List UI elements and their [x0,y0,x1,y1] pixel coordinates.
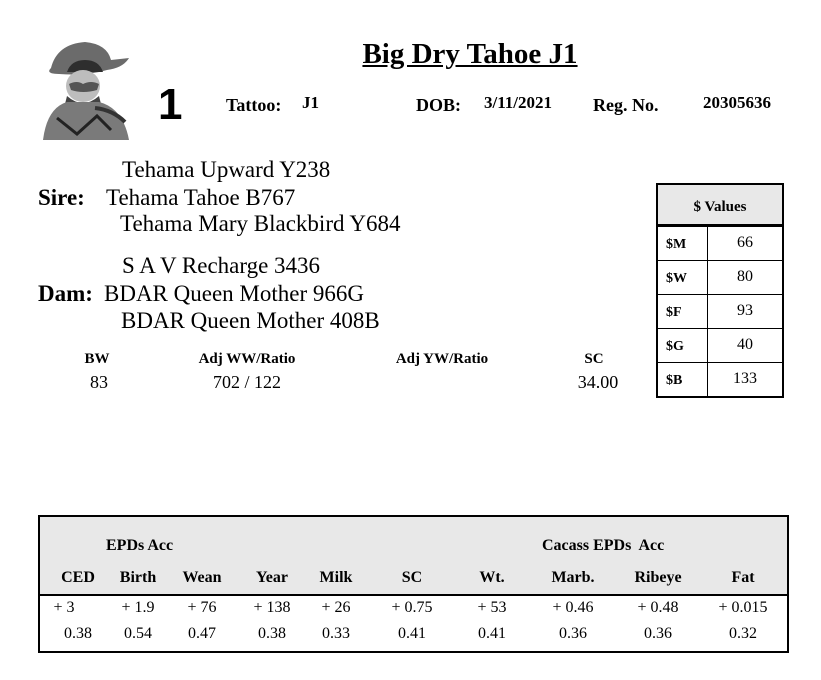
epd-col-header: Ribeye [634,569,682,586]
dollar-value: 40 [737,336,753,353]
epd-col-header: Year [256,569,288,586]
cowboy-logo-icon [37,38,133,140]
epd-col-header: Marb. [551,569,595,586]
epd-value: + 0.75 [391,599,433,616]
dam-label: Dam: [38,281,93,306]
adj-ww-value: 702 / 122 [212,372,281,392]
dob-label: DOB: [416,95,461,115]
epd-col-header: Milk [319,569,353,586]
dam-sire: S A V Recharge 3436 [122,253,321,278]
dollar-key: $G [658,329,708,362]
epd-col-header: Birth [119,569,157,586]
epd-accuracy: 0.47 [188,625,216,642]
epd-value: + 3 [53,599,75,616]
epd-value: + 26 [321,599,351,616]
tattoo-label: Tattoo: [226,95,282,115]
dob-value: 3/11/2021 [484,93,553,112]
reg-no-label: Reg. No. [593,95,659,115]
epd-accuracy: 0.38 [64,625,92,642]
epd-table [38,515,789,653]
dollar-key: $M [658,227,708,260]
lot-number: 1 [158,80,183,129]
dollar-key: $F [658,295,708,328]
epd-col-header: Fat [731,569,755,586]
dollar-value: 93 [737,302,753,319]
epd-accuracy: 0.41 [398,625,426,642]
epd-col-header: SC [401,569,423,586]
epd-accuracy: 0.54 [124,625,152,642]
tattoo-value: J1 [302,93,319,112]
epd-group-label: EPDs Acc [106,537,174,554]
epd-value: + 76 [187,599,217,616]
epd-accuracy: 0.33 [322,625,350,642]
epd-accuracy: 0.36 [559,625,587,642]
epd-accuracy: 0.32 [729,625,757,642]
sire-sire: Tehama Upward Y238 [122,157,331,182]
epd-value: + 1.9 [121,599,155,616]
dollar-row-m [658,226,782,260]
carcass-epd-group-label: Cacass EPDs Acc [542,537,665,554]
epd-value: + 0.46 [552,599,594,616]
sc-value: 34.00 [577,372,619,392]
epd-col-header: Wt. [479,569,505,586]
dollar-value: 133 [733,370,757,387]
bw-label: BW [84,351,110,367]
adj-ww-label: Adj WW/Ratio [198,351,296,367]
dollar-value: 66 [737,234,753,251]
bw-value: 83 [90,372,108,392]
dam-dam: BDAR Queen Mother 408B [121,308,380,333]
dollar-values-table [656,183,784,398]
epd-accuracy: 0.41 [478,625,506,642]
epd-accuracy: 0.38 [258,625,286,642]
dollar-key: $B [658,363,708,396]
epd-col-header: CED [61,569,95,586]
dollar-row-w [658,260,782,294]
reg-no-value: 20305636 [703,93,771,112]
epd-value: + 53 [477,599,507,616]
dollar-key: $W [658,261,708,294]
sire-label: Sire: [38,185,85,210]
sire-dam: Tehama Mary Blackbird Y684 [120,211,401,236]
epd-col-header: Wean [182,569,222,586]
dollar-value: 80 [737,268,753,285]
animal-name-title: Big Dry Tahoe J1 [362,38,578,70]
dam-name: BDAR Queen Mother 966G [104,281,364,306]
sire-name: Tehama Tahoe B767 [106,185,296,210]
epd-value: + 138 [253,599,291,616]
dollar-values-title: $ Values [658,185,782,226]
epd-value: + 0.015 [718,599,768,616]
epd-accuracy: 0.36 [644,625,672,642]
adj-yw-label: Adj YW/Ratio [395,351,489,367]
dollar-row-b [658,362,782,396]
dollar-row-f [658,294,782,328]
dollar-row-g [658,328,782,362]
epd-value: + 0.48 [637,599,679,616]
sc-label: SC [584,351,604,367]
